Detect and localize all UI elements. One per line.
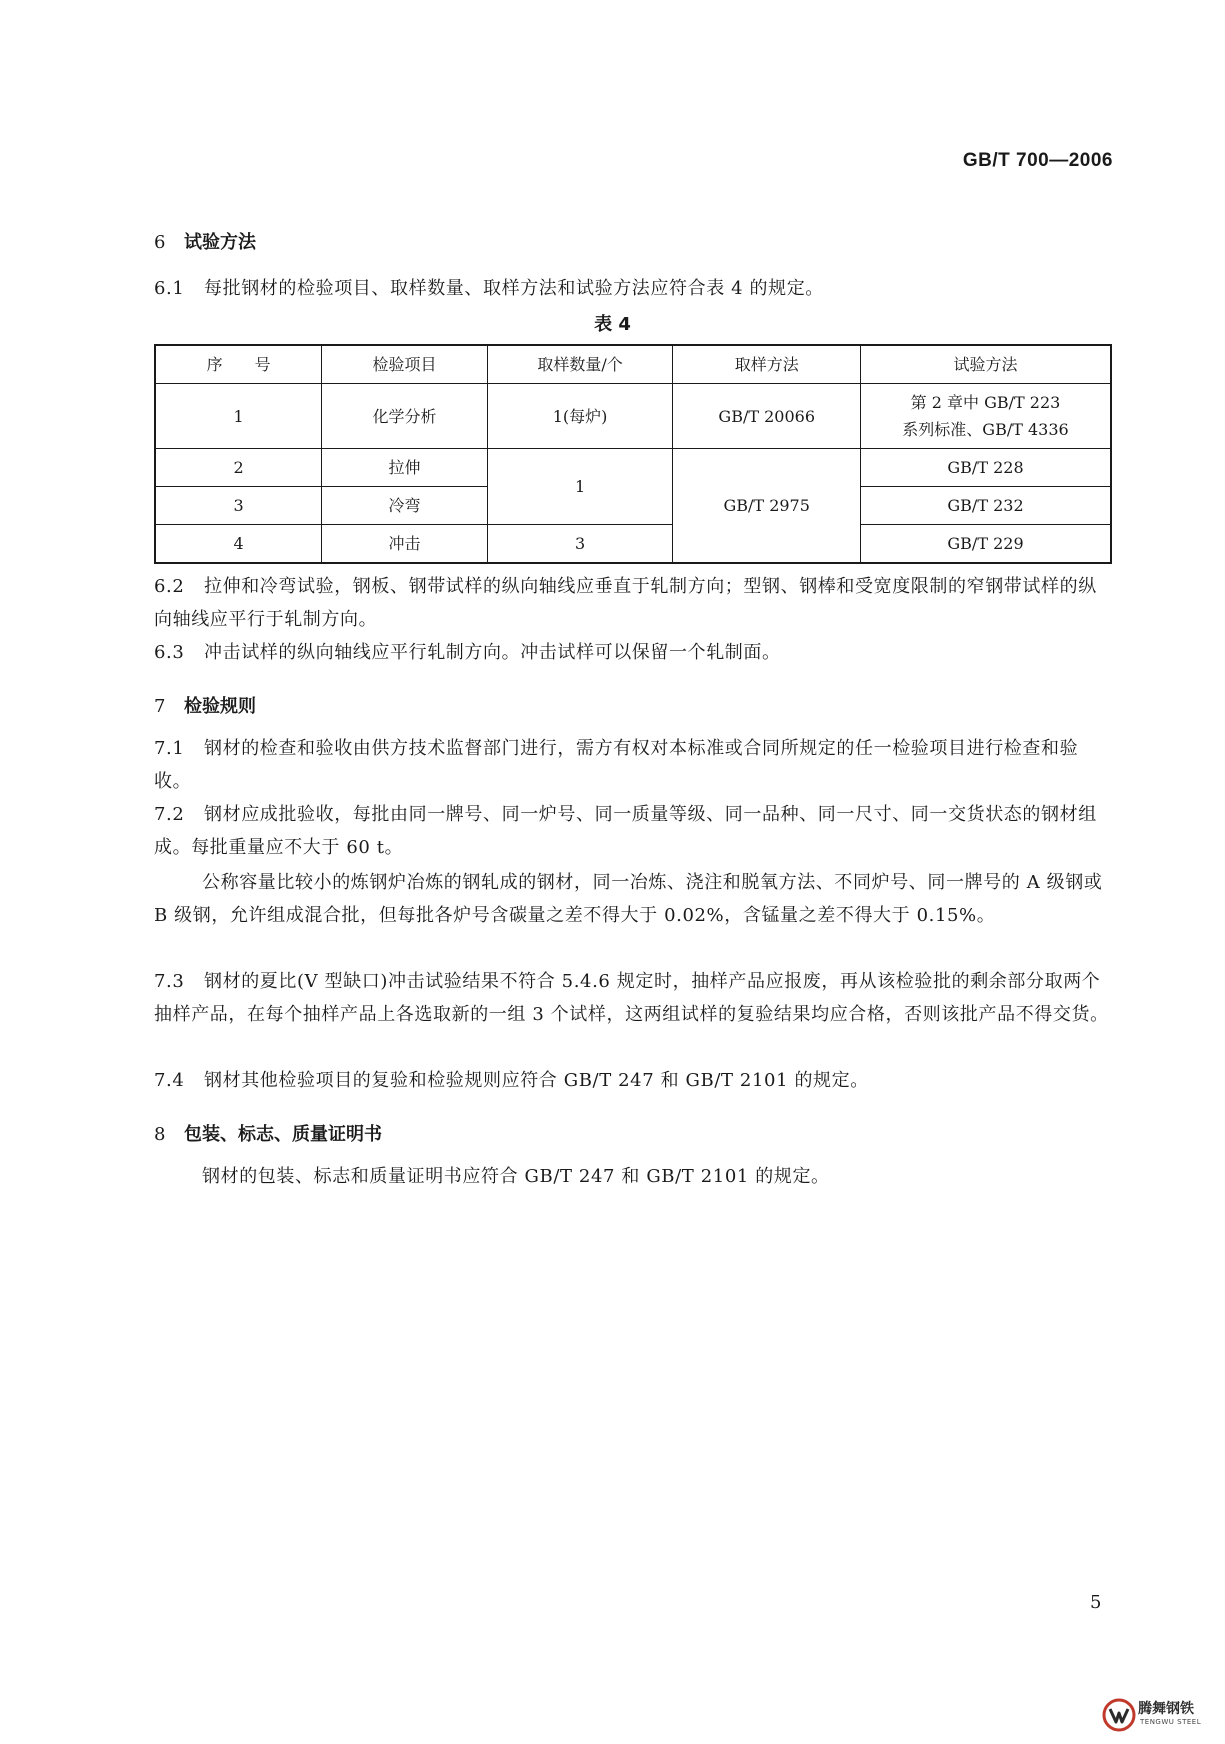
table-row [155, 384, 1111, 449]
logo-mark-icon [1102, 1698, 1136, 1732]
table-4 [154, 344, 1112, 564]
cell-test [861, 384, 1111, 449]
section-number: 7 [154, 696, 166, 717]
table-row [155, 449, 1111, 487]
section-title: 检验规则 [184, 696, 256, 717]
paragraph-6-2 [154, 570, 1114, 636]
cell-test: GB/T 229 [861, 525, 1111, 564]
section-number: 8 [154, 1124, 166, 1145]
paragraph-7-2-continued [154, 866, 1114, 932]
paragraph-7-4 [154, 1064, 1114, 1097]
cell-qty: 1(每炉) [487, 384, 673, 449]
cell-item: 冷弯 [322, 487, 488, 525]
section-7-heading [154, 692, 256, 718]
clause-number: 7.1 [154, 738, 185, 759]
column-header: 取样方法 [673, 345, 861, 384]
cell-sampling: GB/T 2975 [673, 449, 861, 564]
logo-subtext: TENGWU STEEL [1140, 1718, 1202, 1726]
page-number: 5 [1090, 1592, 1102, 1613]
paragraph-7-1 [154, 732, 1114, 798]
paragraph-6-3 [154, 636, 1114, 669]
clause-text: 冲击试样的纵向轴线应平行轧制方向。冲击试样可以保留一个轧制面。 [204, 642, 781, 663]
clause-text: 钢材的包装、标志和质量证明书应符合 GB/T 247 和 GB/T 2101 的规定。 [202, 1166, 830, 1187]
cell-qty: 3 [487, 525, 673, 564]
cell-item: 化学分析 [322, 384, 488, 449]
cell-no: 4 [155, 525, 322, 564]
clause-text: 钢材应成批验收，每批由同一牌号、同一炉号、同一质量等级、同一品种、同一尺寸、同一交货状态的钢材组成。每批重量应不大于 60 t。 [154, 804, 1097, 858]
cell-no: 1 [155, 384, 322, 449]
section-number: 6 [154, 232, 166, 253]
column-header: 取样数量/个 [487, 345, 673, 384]
paragraph-7-3 [154, 965, 1114, 1031]
clause-text: 公称容量比较小的炼钢炉冶炼的钢轧成的钢材，同一冶炼、浇注和脱氧方法、不同炉号、同一牌号的 A 级钢或 B 级钢，允许组成混合批，但每批各炉号含碳量之差不得大于 0.02%，含锰量之差不得大于 0.15%。 [154, 872, 1103, 926]
section-title: 包装、标志、质量证明书 [184, 1124, 382, 1145]
cell-test: GB/T 228 [861, 449, 1111, 487]
cell-test: GB/T 232 [861, 487, 1111, 525]
cell-test-line: 系列标准、GB/T 4336 [902, 420, 1069, 439]
clause-number: 7.2 [154, 804, 185, 825]
clause-text: 钢材的检查和验收由供方技术监督部门进行，需方有权对本标准或合同所规定的任一检验项目进行检查和验收。 [154, 738, 1079, 792]
section-6-heading [154, 228, 256, 254]
section-title: 试验方法 [184, 232, 256, 253]
paragraph-6-1 [154, 272, 1114, 305]
paragraph-8 [154, 1160, 1114, 1193]
clause-number: 6.2 [154, 576, 185, 597]
cell-sampling: GB/T 20066 [673, 384, 861, 449]
clause-text: 每批钢材的检验项目、取样数量、取样方法和试验方法应符合表 4 的规定。 [204, 278, 824, 299]
cell-no: 2 [155, 449, 322, 487]
column-header: 试验方法 [861, 345, 1111, 384]
cell-item: 拉伸 [322, 449, 488, 487]
cell-no: 3 [155, 487, 322, 525]
column-header: 序 号 [155, 345, 322, 384]
table-row [155, 525, 1111, 564]
column-header: 检验项目 [322, 345, 488, 384]
clause-text: 拉伸和冷弯试验，钢板、钢带试样的纵向轴线应垂直于轧制方向；型钢、钢棒和受宽度限制的窄钢带试样的纵向轴线应平行于轧制方向。 [154, 576, 1097, 630]
table-title: 表 4 [594, 314, 631, 335]
cell-test-line: 第 2 章中 GB/T 223 [910, 393, 1061, 412]
logo-text: 腾舞钢铁 [1138, 1701, 1194, 1717]
paragraph-7-2 [154, 798, 1114, 864]
clause-number: 6.1 [154, 278, 185, 299]
section-8-heading [154, 1120, 382, 1146]
cell-item: 冲击 [322, 525, 488, 564]
clause-number: 7.3 [154, 971, 185, 992]
clause-text: 钢材的夏比(V 型缺口)冲击试验结果不符合 5.4.6 规定时，抽样产品应报废，再从该检验批的剩余部分取两个抽样产品，在每个抽样产品上各选取新的一组 3 个试样，这两组试样的复验结果均应合格，否则该批产品不得交货。 [154, 971, 1109, 1025]
clause-text: 钢材其他检验项目的复验和检验规则应符合 GB/T 247 和 GB/T 2101 的规定。 [204, 1070, 869, 1091]
company-logo [1100, 1694, 1222, 1738]
table-header-row [155, 345, 1111, 384]
standard-code: GB/T 700—2006 [962, 150, 1113, 171]
cell-qty: 1 [487, 449, 673, 525]
clause-number: 6.3 [154, 642, 185, 663]
clause-number: 7.4 [154, 1070, 185, 1091]
